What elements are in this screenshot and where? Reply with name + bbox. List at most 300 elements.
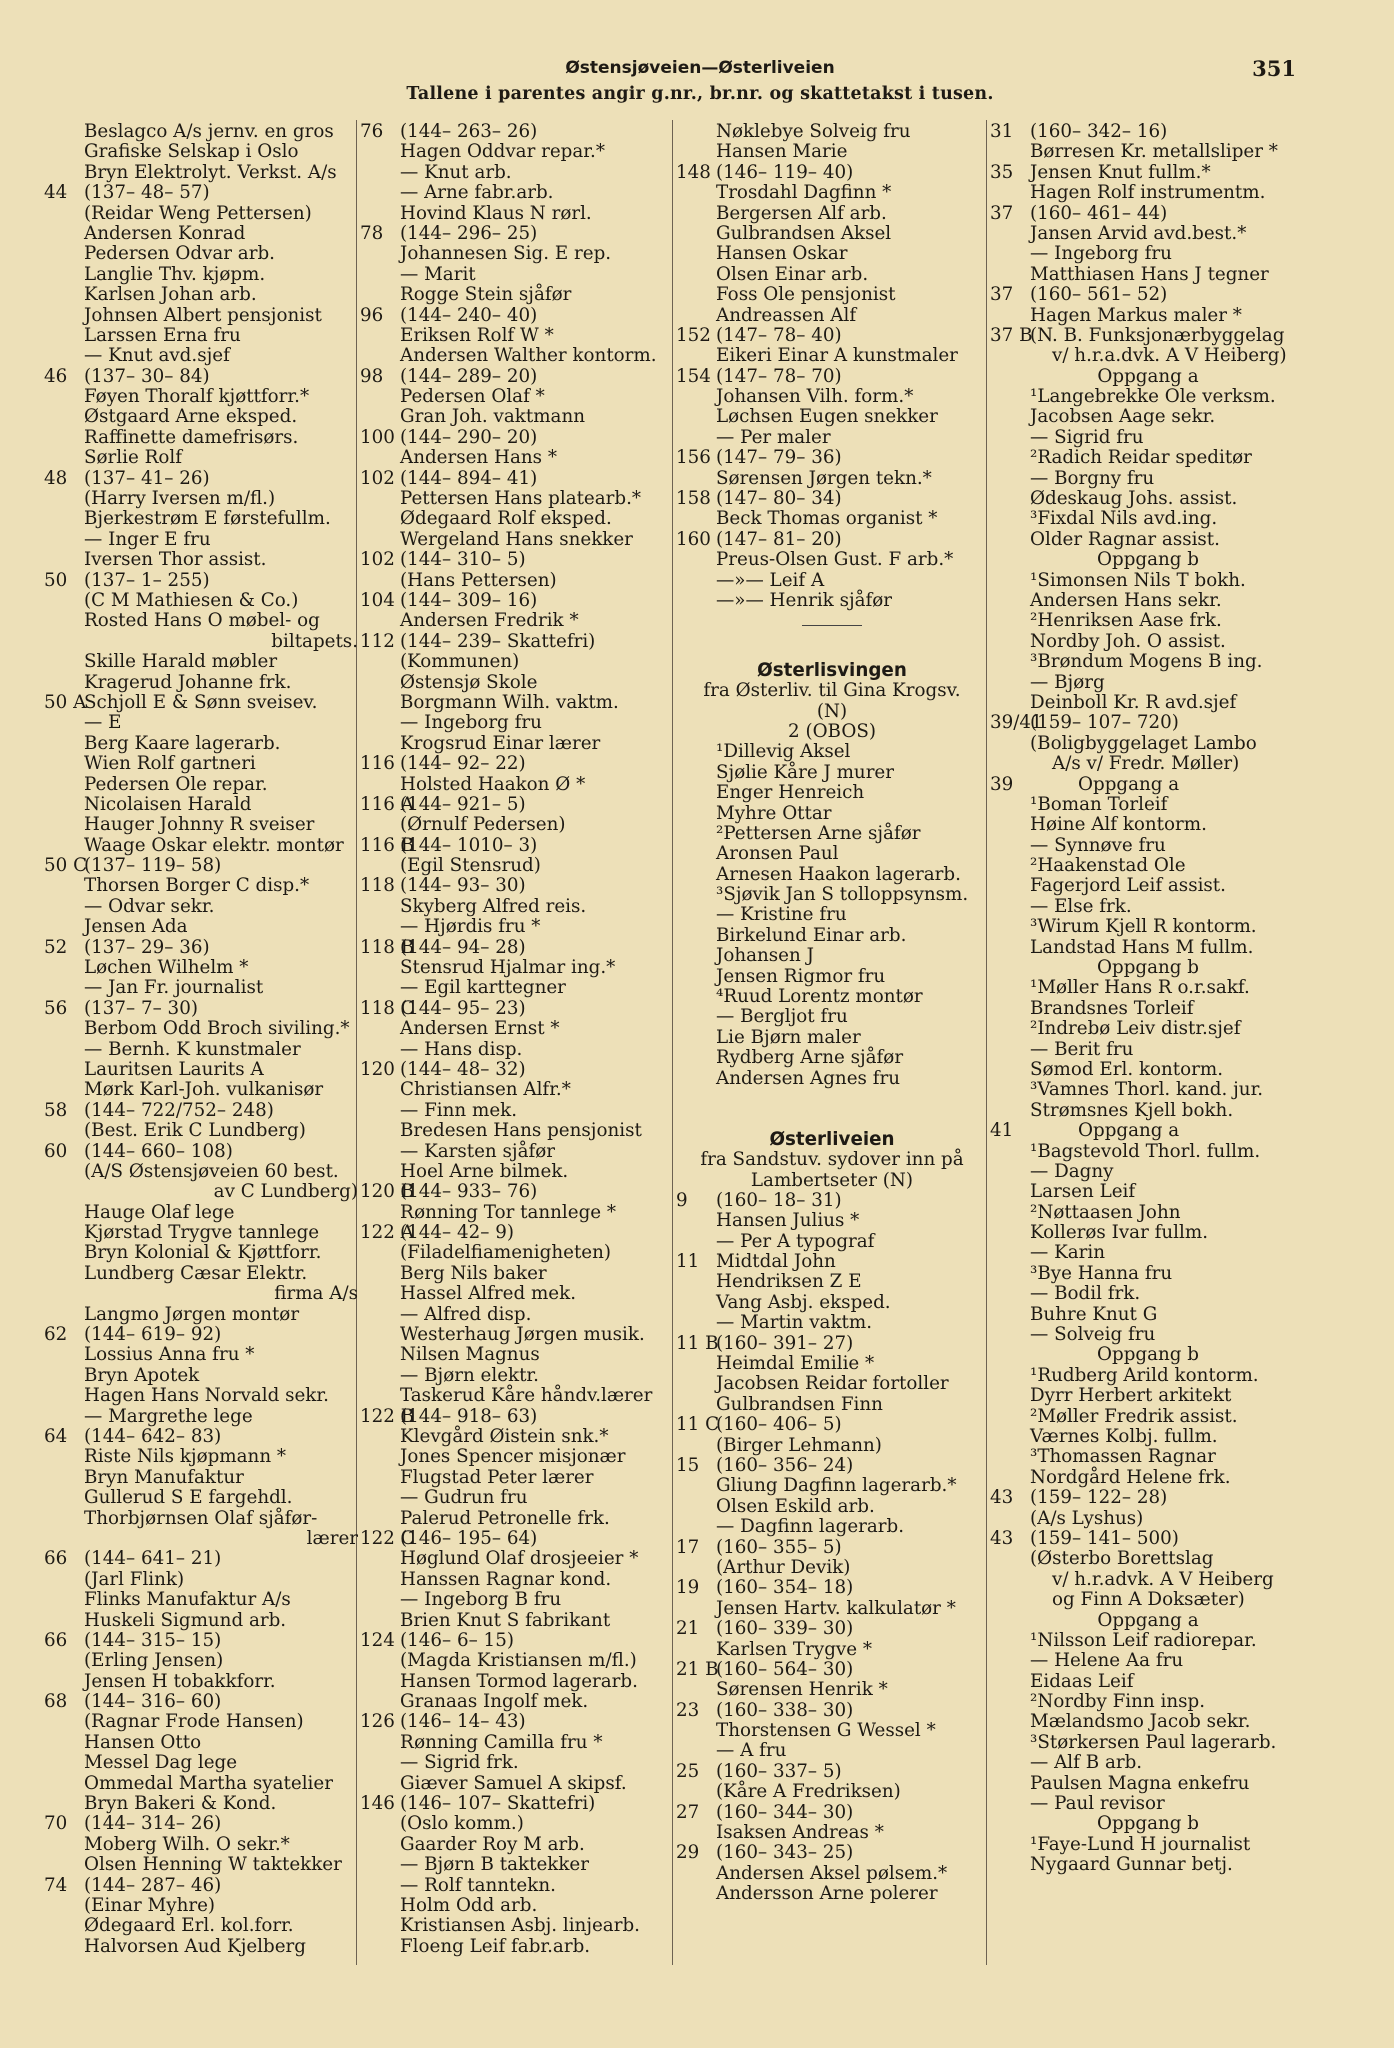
centered-note: Oppgang a [1097,1609,1199,1631]
directory-entry [990,1142,1306,1162]
entry-text: Heimdal Emilie * [716,1353,875,1375]
directory-entry [44,1142,358,1162]
entry-text: (146– 195– 64) [400,1527,538,1549]
house-number: 41 [990,1120,1014,1142]
directory-entry [360,754,674,774]
directory-entry [676,1191,988,1211]
house-number: 96 [360,304,384,326]
house-number: 25 [676,1760,700,1782]
directory-entry [676,844,988,864]
directory-entry [990,1060,1306,1080]
directory-entry [360,224,674,244]
entry-text: Andersen Agnes fru [716,1067,900,1089]
entry-text: av C Lundberg) [213,1181,358,1203]
directory-entry [990,489,1306,509]
entry-text: — Odvar sekr. [84,895,215,917]
directory-entry [360,469,674,489]
entry-text: Trosdahl Dagfinn * [716,182,892,204]
entry-text: — Solveig fru [1030,1324,1156,1346]
entry-text: (Best. Erik C Lundberg) [84,1120,306,1142]
entry-text: — Finn mek. [400,1099,518,1121]
house-number: 66 [44,1548,68,1570]
directory-entry [990,938,1306,958]
entry-text: — Dagfinn lagerarb. [716,1516,905,1538]
entry-text: Pettersen Hans platearb.* [400,488,642,510]
directory-entry [990,1305,1306,1325]
directory-entry [360,1407,674,1427]
directory-entry [44,876,358,896]
directory-entry [44,571,358,591]
directory-entry [990,407,1306,427]
centered-note: Oppgang b [1097,1344,1199,1366]
directory-entry [44,326,358,346]
entry-text: Moberg Wilh. O sekr.* [84,1833,290,1855]
entry-text: (147– 80– 34) [716,488,842,510]
directory-entry [990,591,1306,611]
entry-text: ¹Langebrekke Ole verksm. [1030,386,1276,408]
entry-text: Ommedal Martha syatelier [84,1772,333,1794]
directory-entry [44,1896,358,1916]
entry-text: (144– 92– 22) [400,753,526,775]
directory-entry [676,244,988,264]
entry-text: — Sigrid frk. [400,1752,519,1774]
entry-text: — Ingeborg B fru [400,1589,562,1611]
entry-text: Hagen Markus maler * [1030,304,1242,326]
entry-text: Hagen Hans Norvald sekr. [84,1385,329,1407]
directory-entry [360,836,674,856]
directory-entry [44,1345,358,1365]
directory-entry [990,1855,1306,1875]
directory-entry [676,1048,988,1068]
entry-text: Pedersen Olaf * [400,386,545,408]
entry-text: ³Brøndum Mogens B ing. [1030,651,1263,673]
directory-entry [676,946,988,966]
house-number: 17 [676,1536,700,1558]
directory-entry [990,1264,1306,1284]
directory-entry [360,326,674,346]
directory-entry [676,1476,988,1496]
directory-entry [44,387,358,407]
entry-text: Hovind Klaus N rørl. [400,202,592,224]
directory-entry [44,958,358,978]
directory-entry [990,1794,1306,1814]
entry-text: Sømod Erl. kontorm. [1030,1058,1224,1080]
directory-entry [44,1223,358,1243]
entry-text: (144– 296– 25) [400,222,538,244]
house-number: 126 [360,1711,395,1733]
entry-text: Hassel Alfred mek. [400,1283,577,1305]
entry-text: (Arthur Devik) [716,1556,851,1578]
entry-text: ³Wirum Kjell R kontorm. [1030,916,1257,938]
directory-entry [360,1549,674,1569]
directory-entry [990,326,1306,346]
entry-text: (144– 48– 32) [400,1058,526,1080]
directory-entry [360,978,674,998]
directory-entry [44,1447,358,1467]
directory-entry [360,407,674,427]
house-number: 19 [676,1577,700,1599]
entry-text: Jensen H tobakkforr. [84,1670,276,1692]
entry-text: (Erling Jensen) [84,1650,224,1672]
directory-entry [44,530,358,550]
entry-text: (146– 6– 15) [400,1629,514,1651]
entry-text: Sørlie Rolf [84,447,182,469]
directory-entry [44,1427,358,1447]
directory-entry [676,306,988,326]
directory-entry [44,448,358,468]
entry-text: (144– 94– 28) [400,936,526,958]
directory-column-3 [676,122,988,2042]
directory-entry [360,673,674,693]
entry-text: ³Bye Hanna fru [1030,1262,1173,1284]
directory-entry [360,611,674,631]
directory-entry [676,1415,988,1435]
entry-text: (144– 290– 20) [400,426,538,448]
entry-text: Strømsnes Kjell bokh. [1030,1099,1234,1121]
entry-text: Karlsen Trygve * [716,1638,872,1660]
directory-entry [990,122,1306,142]
entry-text: Føyen Thoralf kjøttforr.* [84,386,310,408]
entry-text: — Ingeborg fru [1030,243,1172,265]
directory-entry [360,122,674,142]
entry-text: (144– 642– 83) [84,1426,222,1447]
entry-text: ¹Simonsen Nils T bokh. [1030,569,1246,591]
entry-text: — Bernh. K kunstmaler [84,1038,301,1060]
entry-text: (144– 894– 41) [400,467,538,489]
entry-text: Bredesen Hans pensjonist [400,1120,642,1142]
entry-text: Krogsrud Einar lærer [400,732,601,754]
directory-entry [44,1203,358,1223]
house-number: 56 [44,997,68,1019]
directory-entry [676,387,988,407]
directory-entry [990,734,1306,754]
directory-entry [990,632,1306,652]
directory-entry [44,183,358,203]
directory-entry [44,1325,358,1345]
directory-entry [990,1182,1306,1202]
directory-entry [990,1203,1306,1223]
entry-text: Skille Harald møbler [84,651,278,673]
entry-text: Hansen Oskar [716,243,848,265]
entry-text: (Harry Iversen m/fl.) [84,488,276,510]
entry-text: Kjørstad Trygve tannlege [84,1222,320,1244]
entry-text: — Marit [400,263,476,285]
house-number: 60 [44,1140,68,1162]
directory-entry [990,856,1306,876]
entry-text: Enger Henreich [716,782,865,804]
entry-text: (146– 119– 40) [716,161,854,183]
directory-entry [360,1651,674,1671]
entry-text: — Knut avd.sjef [84,345,230,367]
entry-text: ¹Bagstevold Thorl. fullm. [1030,1140,1261,1162]
entry-text: (144– 921– 5) [400,793,526,815]
house-number: 122 A [360,1222,414,1244]
directory-entry [44,1080,358,1100]
entry-text: Jacobsen Reidar fortoller [716,1373,949,1395]
entry-text: Løchsen Eugen snekker [716,406,938,428]
entry-text: — Berit fru [1030,1038,1134,1060]
directory-entry [44,1590,358,1610]
directory-entry [360,1345,674,1365]
entry-text: Landstad Hans M fullm. [1030,936,1254,958]
entry-text: Jensen Ada [84,916,188,938]
directory-entry [44,1121,358,1141]
entry-text: (144– 289– 20) [400,365,538,387]
entry-text: Gullerud S E fargehdl. [84,1487,293,1509]
directory-entry [990,1509,1306,1529]
entry-text: Jensen Knut fullm.* [1030,161,1211,183]
directory-entry [990,775,1306,795]
centered-note: Lambertseter (N) [750,1169,914,1191]
entry-text: v/ h.r.a.dvk. A V Heiberg) [1052,345,1287,367]
directory-entry [990,1488,1306,1508]
house-number: 31 [990,121,1014,142]
directory-entry [676,763,988,783]
entry-text: Andersen Ernst * [400,1018,560,1040]
entry-text: Johansen J [716,945,814,967]
entry-text: (160– 18– 31) [716,1189,842,1211]
directory-entry [44,163,358,183]
directory-entry [360,1142,674,1162]
directory-entry [990,1692,1306,1712]
entry-text: (144– 933– 76) [400,1181,538,1203]
entry-text: Rydberg Arne sjåfør [716,1047,904,1069]
directory-entry [44,306,358,326]
directory-entry [676,469,988,489]
entry-text: (160– 337– 5) [716,1760,842,1782]
spacer [676,1109,988,1129]
directory-entry [44,1182,358,1202]
entry-text: — Per maler [716,426,831,448]
entry-text: — Bodil frk. [1030,1283,1141,1305]
entry-text: Gulbrandsen Aksel [716,222,892,244]
entry-text: ²Nøttaasen John [1030,1201,1181,1223]
entry-text: — Bjørg [1030,671,1105,693]
entry-text: (144– 263– 26) [400,121,538,142]
directory-entry [990,204,1306,224]
street-heading: Østerlisvingen [757,659,907,681]
entry-text: Lie Bjørn maler [716,1026,861,1048]
directory-entry [676,1517,988,1537]
directory-entry [44,1019,358,1039]
entry-text: Ødeskaug Johs. assist. [1030,488,1238,510]
entry-text: Johannesen Sig. E rep. [400,243,612,265]
directory-entry [44,836,358,856]
house-number: 148 [676,161,711,183]
directory-entry [676,1803,988,1823]
entry-text: Hendriksen Z E [716,1271,862,1293]
directory-entry [360,448,674,468]
entry-text: ²Nordby Finn insp. [1030,1691,1206,1713]
entry-text: Lossius Anna fru * [84,1344,255,1366]
directory-entry [676,1599,988,1619]
entry-text: Halvorsen Aud Kjelberg [84,1935,306,1957]
entry-text: — Ingeborg fru [400,712,542,734]
directory-entry [44,1386,358,1406]
entry-text: Buhre Knut G [1030,1303,1158,1325]
entry-text: Jones Spencer misjonær [400,1446,626,1468]
directory-entry [360,1570,674,1590]
directory-entry [360,876,674,896]
directory-entry [44,978,358,998]
entry-text: Stensrud Hjalmar ing.* [400,957,616,979]
house-number: 9 [676,1189,688,1211]
entry-text: (144– 42– 9) [400,1222,514,1244]
entry-text: Gaarder Roy M arb. [400,1833,585,1855]
directory-entry [44,122,358,142]
entry-text: (160– 564– 30) [716,1658,854,1680]
entry-text: Eidaas Leif [1030,1670,1134,1692]
directory-entry [990,815,1306,835]
entry-text: Thorstensen G Wessel * [716,1720,936,1742]
entry-text: (144– 287– 46) [84,1874,222,1896]
entry-text: Andersen Hans sekr. [1030,589,1222,611]
directory-entry [990,428,1306,448]
directory-entry [360,632,674,652]
entry-text: ³Thomassen Ragnar [1030,1446,1216,1468]
directory-entry [990,1447,1306,1467]
directory-entry [44,469,358,489]
directory-column-4 [990,122,1306,2042]
directory-entry [676,1395,988,1415]
centered-note: (N) [816,700,848,722]
house-number: 50 [44,569,68,591]
entry-text: (144– 316– 60) [84,1691,222,1713]
directory-entry [44,428,358,448]
entry-text: Oppgang a [1078,1120,1180,1142]
entry-text: — A fru [716,1740,787,1762]
directory-entry [44,1611,358,1631]
directory-entry [676,489,988,509]
entry-text: Huskeli Sigmund arb. [84,1609,287,1631]
entry-text: Hagen Oddvar repar.* [400,141,605,163]
entry-text: ²Haakenstad Ole [1030,855,1186,877]
spacer [676,1089,988,1109]
centered-note: Oppgang b [1097,1813,1199,1835]
entry-text: — Dagny [1030,1160,1114,1182]
directory-entry [44,1876,358,1896]
entry-text: ³Sjøvik Jan S tolloppsynsm. [716,884,969,906]
entry-text: Olsen Einar arb. [716,263,869,285]
directory-entry [44,652,358,672]
entry-text: Skyberg Alfred reis. [400,895,587,917]
house-number: 48 [44,467,68,489]
house-number: 11 B [676,1332,719,1354]
directory-entry [360,1162,674,1182]
entry-text: Rønning Tor tannlege * [400,1201,617,1223]
house-number: 122 B [360,1405,415,1427]
entry-text: Nordgård Helene frk. [1030,1466,1231,1488]
entry-text: — Alfred disp. [400,1303,532,1325]
directory-entry [360,1876,674,1896]
directory-entry [360,1101,674,1121]
entry-text: Granaas Ingolf mek. [400,1691,589,1713]
directory-entry [676,905,988,925]
directory-entry [44,509,358,529]
centered-note: Oppgang b [1097,957,1199,979]
directory-entry [44,1855,358,1875]
entry-text: Hoel Arne bilmek. [400,1160,569,1182]
house-number: 39/41 [990,712,1043,734]
directory-entry [990,1223,1306,1243]
entry-text: (Ørnulf Pedersen) [400,814,566,836]
entry-text: (160– 342– 16) [1030,121,1168,142]
directory-entry [44,1040,358,1060]
directory-entry [990,1733,1306,1753]
entry-text: Hanssen Ragnar kond. [400,1568,612,1590]
directory-entry [676,122,988,142]
house-number: 154 [676,365,711,387]
entry-text: Beslagco A/s jernv. en gros [84,121,334,142]
directory-entry [676,1538,988,1558]
entry-text: ²Møller Fredrik assist. [1030,1405,1238,1427]
entry-text: Berbom Odd Broch siviling.* [84,1018,350,1040]
directory-entry [44,1407,358,1427]
entry-text: — Gudrun fru [400,1487,528,1509]
entry-text: (144– 660– 108) [84,1140,233,1162]
entry-text: Dyrr Herbert arkitekt [1030,1385,1232,1407]
directory-entry [990,917,1306,937]
directory-entry [44,734,358,754]
directory-entry [360,1386,674,1406]
directory-entry [44,1366,358,1386]
house-number: 70 [44,1813,68,1835]
centered-note: Oppgang a [1097,365,1199,387]
entry-text: ²Pettersen Arne sjåfør [716,822,921,844]
directory-entry [990,836,1306,856]
entry-text: ¹Rudberg Arild kontorm. [1030,1364,1259,1386]
entry-text: Sørensen Jørgen tekn.* [716,467,932,489]
house-number: 21 [676,1618,700,1640]
entry-text: (160– 391– 27) [716,1332,854,1354]
entry-text: Eriksen Rolf W * [400,324,554,346]
directory-entry [44,775,358,795]
directory-entry [360,999,674,1019]
directory-entry [990,754,1306,774]
house-number: 68 [44,1691,68,1713]
entry-text: Nordby Joh. O assist. [1030,630,1226,652]
centered-note: 2 (OBOS) [788,720,876,742]
directory-entry [676,204,988,224]
directory-entry [360,142,674,162]
directory-entry [360,1590,674,1610]
house-number: 74 [44,1874,68,1896]
entry-text: Vang Asbj. eksped. [716,1291,891,1313]
directory-entry [44,1794,358,1814]
entry-text: Oppgang a [1078,773,1180,795]
house-number: 146 [360,1793,395,1815]
entry-text: Wergeland Hans snekker [400,528,633,550]
directory-entry [676,1436,988,1456]
entry-text: Brandsnes Torleif [1030,997,1194,1019]
directory-entry [44,1243,358,1263]
house-number: 43 [990,1527,1014,1549]
entry-text: Ødegaard Erl. kol.forr. [84,1915,294,1937]
directory-entry [360,1243,674,1263]
entry-text: Myhre Ottar [716,802,832,824]
directory-entry [990,530,1306,550]
directory-entry [44,1284,358,1304]
directory-entry [360,713,674,733]
entry-text: (160– 461– 44) [1030,202,1168,224]
directory-entry [360,652,674,672]
entry-text: Nygaard Gunnar betj. [1030,1854,1233,1876]
house-number: 102 [360,549,395,571]
directory-entry [990,1651,1306,1671]
entry-text: — Bergljot fru [716,1006,848,1028]
directory-entry [676,1782,988,1802]
entry-text: — E [84,712,122,734]
